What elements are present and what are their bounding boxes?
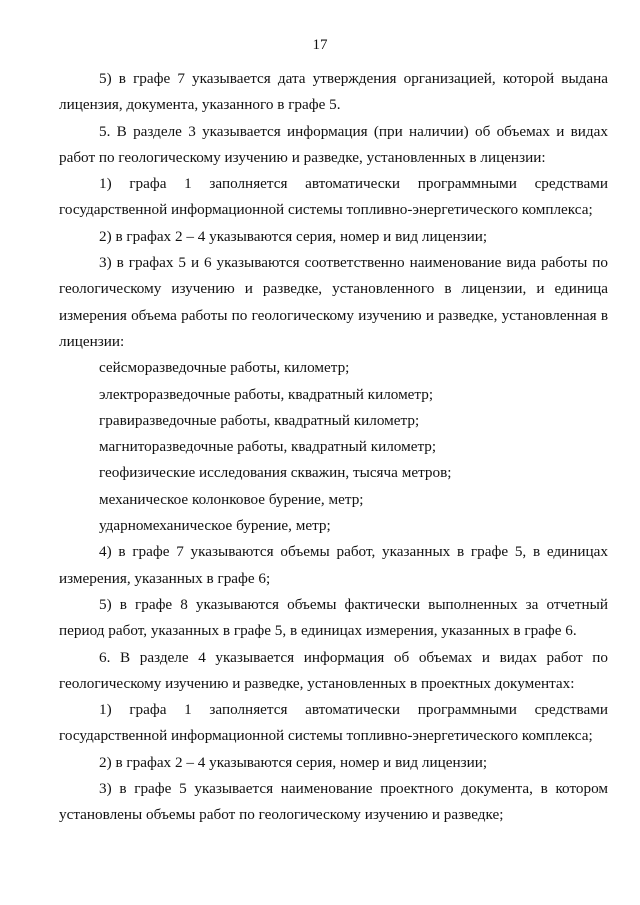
work-unit-item: электроразведочные работы, квадратный километр; <box>99 385 434 403</box>
paragraph-section4-intro: 6. В разделе 4 указывается информация об объемах и видах работ по геологическому изучению и разведке, установленных в проектных документах: <box>59 648 608 692</box>
work-unit-item: сейсморазведочные работы, километр; <box>99 359 350 377</box>
page-number: 17 <box>312 37 328 53</box>
paragraph-section4-col1: 1) графа 1 заполняется автоматически программными средствами государственной информационной системы топливно-энергетического комплекса; <box>59 701 608 745</box>
paragraph-section3-col8: 5) в графе 8 указываются объемы фактически выполненных за отчетный период работ, указанных в графе 5, в единицах измерения, указанных в графе 6. <box>59 595 608 640</box>
paragraph-graph7-approval-date: 5) в графе 7 указывается дата утверждения организацией, которой выдана лицензия, документа, указанного в графе 5. <box>59 70 608 114</box>
paragraph-section4-cols2-4: 2) в графах 2 – 4 указываются серия, номер и вид лицензии; <box>99 753 488 771</box>
paragraph-section4-col5: 3) в графе 5 указывается наименование проектного документа, в котором установлены объемы работ по геологическому изучению и разведке; <box>59 780 608 824</box>
paragraph-section3-col7: 4) в графе 7 указываются объемы работ, указанных в графе 5, в единицах измерения, указанных в графе 6; <box>59 543 608 587</box>
paragraph-section3-cols2-4: 2) в графах 2 – 4 указываются серия, номер и вид лицензии; <box>99 227 488 245</box>
work-unit-item: ударномеханическое бурение, метр; <box>99 517 331 535</box>
paragraph-section3-cols5-6: 3) в графах 5 и 6 указываются соответственно наименование вида работы по геологическому изучению и разведке, установленного в лицензии, и единица измерения объема работы по геологическому изучению и разведке, установленная в лицензии: <box>59 254 608 350</box>
work-unit-item: магниторазведочные работы, квадратный километр; <box>99 438 437 456</box>
work-unit-item: механическое колонковое бурение, метр; <box>99 490 364 508</box>
document-body <box>59 66 608 829</box>
work-unit-item: гравиразведочные работы, квадратный километр; <box>99 411 420 429</box>
work-unit-item: геофизические исследования скважин, тысяча метров; <box>99 464 452 482</box>
paragraph-section3-intro: 5. В разделе 3 указывается информация (при наличии) об объемах и видах работ по геологическому изучению и разведке, установленных в лицензии: <box>59 122 608 166</box>
paragraph-section3-col1: 1) графа 1 заполняется автоматически программными средствами государственной информационной системы топливно-энергетического комплекса; <box>59 175 608 219</box>
